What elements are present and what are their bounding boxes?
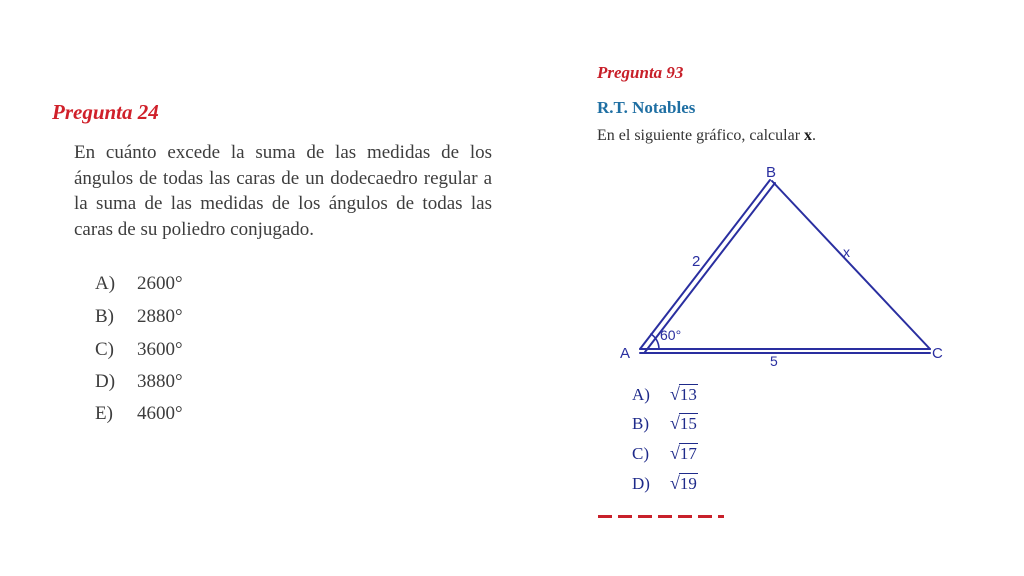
radicand: 15 bbox=[679, 414, 697, 433]
option-letter: C) bbox=[95, 339, 114, 360]
side-bc-label: x bbox=[843, 244, 850, 260]
vertex-a-label: A bbox=[620, 345, 631, 362]
angle-a-label: 60° bbox=[660, 327, 682, 343]
q93-option-a bbox=[632, 384, 698, 405]
sqrt-icon: √ bbox=[670, 443, 680, 463]
side-ac-label: 5 bbox=[770, 353, 778, 369]
sqrt-expression bbox=[670, 413, 698, 434]
sqrt-expression bbox=[670, 384, 698, 405]
side-ab-line bbox=[640, 180, 770, 349]
option-letter: A) bbox=[95, 273, 116, 294]
option-value: 3600° bbox=[137, 339, 183, 360]
statement-suffix: . bbox=[812, 127, 817, 144]
sqrt-expression bbox=[670, 473, 698, 494]
sqrt-icon: √ bbox=[670, 413, 680, 433]
side-bc-line bbox=[772, 181, 930, 349]
statement-variable: x bbox=[804, 127, 813, 144]
q93-option-d bbox=[632, 473, 698, 494]
radicand: 13 bbox=[679, 385, 697, 404]
vertex-b-label: B bbox=[766, 164, 777, 181]
option-letter: A) bbox=[632, 385, 650, 404]
option-letter: D) bbox=[95, 371, 116, 392]
radicand: 19 bbox=[679, 474, 697, 493]
q24-statement: En cuánto excede la suma de las medidas de los ángulos de todas las caras de un dodecaedro regular a la suma de las medidas de los ángulos de todas las caras de su poliedro conjugado. bbox=[74, 142, 492, 240]
option-value: 4600° bbox=[137, 403, 183, 424]
sqrt-icon: √ bbox=[670, 473, 680, 493]
radicand: 17 bbox=[679, 444, 697, 463]
vertex-c-label: C bbox=[932, 345, 943, 362]
q93-option-b bbox=[632, 413, 698, 434]
q93-title: Pregunta 93 bbox=[597, 63, 684, 82]
option-value: 3880° bbox=[137, 371, 183, 392]
sqrt-expression bbox=[670, 443, 698, 464]
option-value: 2600° bbox=[137, 273, 183, 294]
option-letter: C) bbox=[632, 444, 649, 463]
sqrt-icon: √ bbox=[670, 384, 680, 404]
side-ab-label: 2 bbox=[692, 253, 701, 270]
option-letter: B) bbox=[95, 306, 114, 327]
cropped-heading-fragment bbox=[598, 515, 724, 518]
option-letter: D) bbox=[632, 474, 650, 493]
q24-title: Pregunta 24 bbox=[52, 100, 159, 124]
option-letter: E) bbox=[95, 403, 113, 424]
option-letter: B) bbox=[632, 414, 649, 433]
q93-option-c bbox=[632, 443, 698, 464]
q93-subtitle: R.T. Notables bbox=[597, 98, 696, 117]
option-value: 2880° bbox=[137, 306, 183, 327]
statement-prefix: En el siguiente gráfico, calcular bbox=[597, 127, 805, 144]
